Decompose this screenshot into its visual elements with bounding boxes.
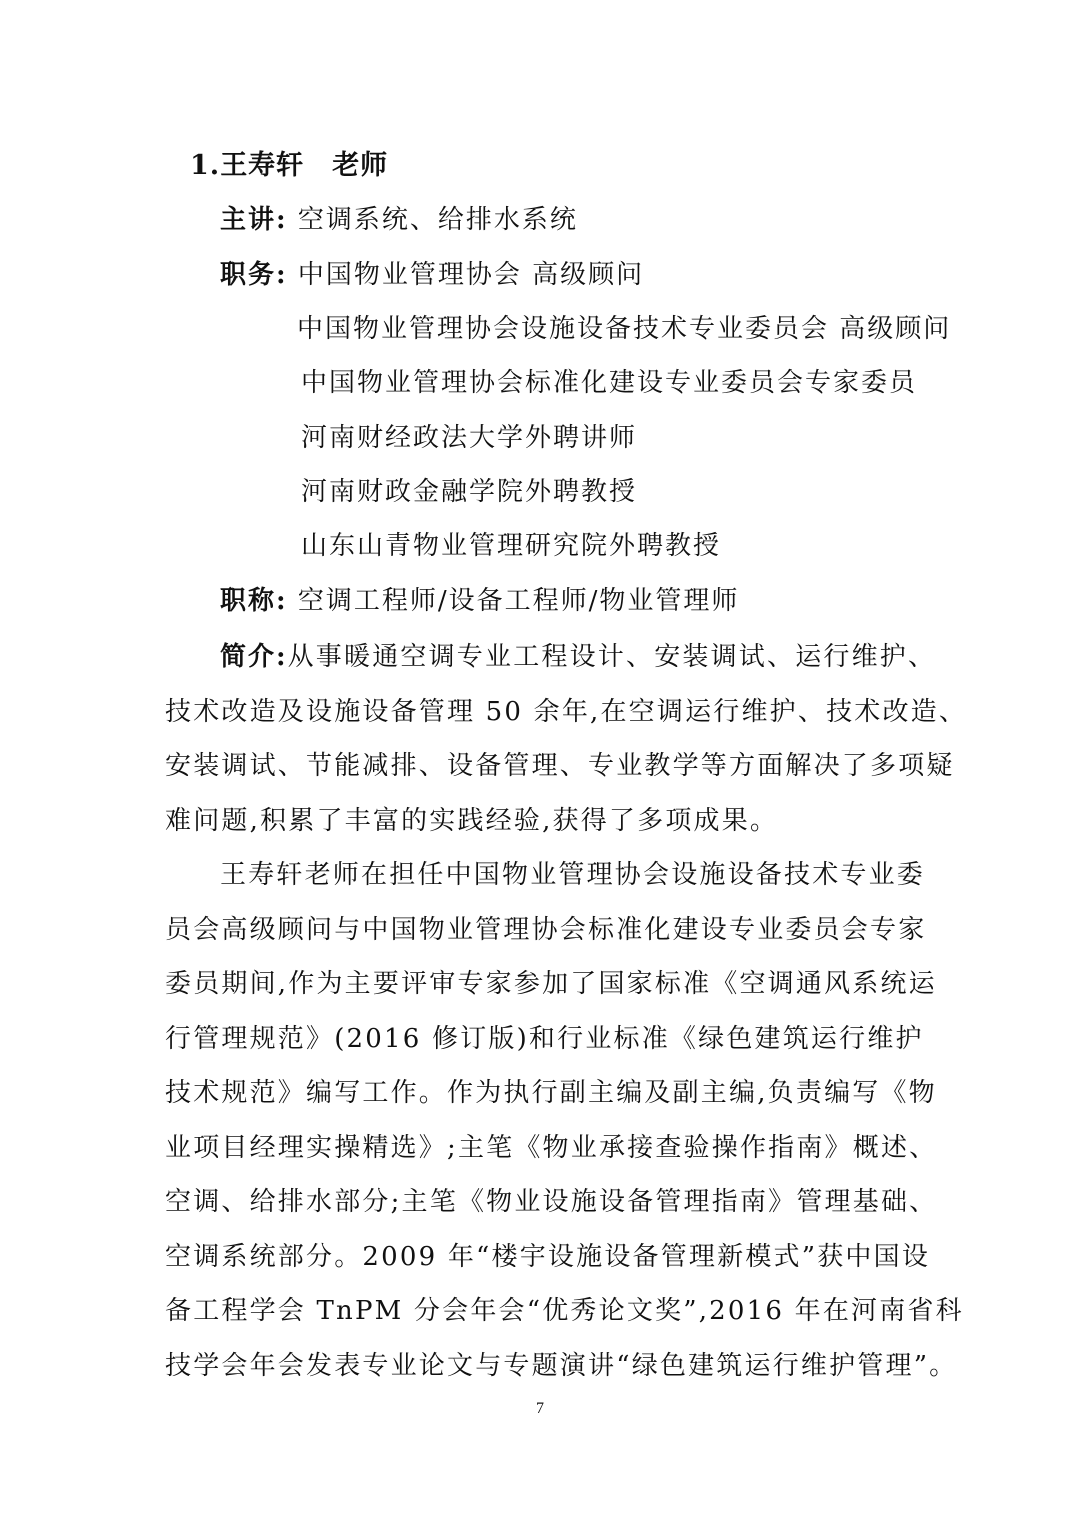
page-number: 7 [536, 1400, 544, 1417]
position-item: 河南财政金融学院外聘教授 [301, 477, 638, 507]
body-line: 空调系统部分。2009 年“楼宇设施设备管理新模式”获中国设 [165, 1241, 931, 1272]
body-line: 空调、给排水部分;主笔《物业设施设备管理指南》管理基础、 [165, 1187, 938, 1217]
teacher-title: 老师 [332, 150, 389, 181]
lecture-row [220, 203, 578, 237]
intro-paragraph [165, 630, 968, 848]
body-line: 备工程学会 TnPM 分会年会“优秀论文奖”,2016 年在河南省科 [165, 1296, 964, 1326]
intro-label: 简介: [220, 642, 288, 672]
position-item: 河南财经政法大学外聘讲师 [301, 423, 638, 453]
body-line: 员会高级顾问与中国物业管理协会标准化建设专业委员会专家 [165, 914, 927, 945]
position-item: 山东山青物业管理研究院外聘教授 [301, 531, 722, 561]
body-line: 王寿轩老师在担任中国物业管理协会设施设备技术专业委 [220, 860, 926, 890]
intro-line: 难问题,积累了丰富的实践经验,获得了多项成果。 [165, 805, 779, 836]
position-item: 中国物业管理协会 高级顾问 [297, 260, 645, 290]
body-line: 委员期间,作为主要评审专家参加了国家标准《空调通风系统运 [165, 969, 937, 999]
position-item: 中国物业管理协会标准化建设专业委员会专家委员 [301, 368, 918, 398]
position-label: 职务: [220, 260, 288, 290]
intro-text: 从事暖通空调专业工程设计、安装调试、运行维护、 [287, 642, 937, 672]
body-paragraph [165, 848, 964, 1393]
teacher-name: 王寿轩 [220, 150, 305, 181]
body-line: 技学会年会发表专业论文与专题演讲“绿色建筑运行维护管理”。 [165, 1350, 958, 1381]
intro-line [165, 630, 937, 685]
body-line: 技术规范》编写工作。作为执行副主编及副主编,负责编写《物 [165, 1078, 937, 1108]
lecture-value: 空调系统、给排水系统 [297, 205, 578, 235]
body-line: 业项目经理实操精选》;主笔《物业承接查验操作指南》概述、 [165, 1132, 938, 1163]
professional-title-value: 空调工程师/设备工程师/物业管理师 [297, 586, 740, 616]
position-row [220, 258, 644, 292]
lecture-label: 主讲: [220, 205, 288, 235]
body-line: 行管理规范》(2016 修订版)和行业标准《绿色建筑运行维护 [165, 1023, 924, 1054]
intro-line: 技术改造及设施设备管理 50 余年,在空调运行维护、技术改造、 [165, 696, 968, 727]
position-item: 中国物业管理协会设施设备技术专业委员会 高级顾问 [297, 314, 952, 344]
heading-number: 1. [190, 150, 221, 181]
intro-line: 安装调试、节能减排、设备管理、专业教学等方面解决了多项疑 [165, 751, 955, 781]
professional-title-label: 职称: [220, 586, 288, 616]
professional-title-row [220, 584, 739, 618]
section-heading [190, 143, 388, 182]
